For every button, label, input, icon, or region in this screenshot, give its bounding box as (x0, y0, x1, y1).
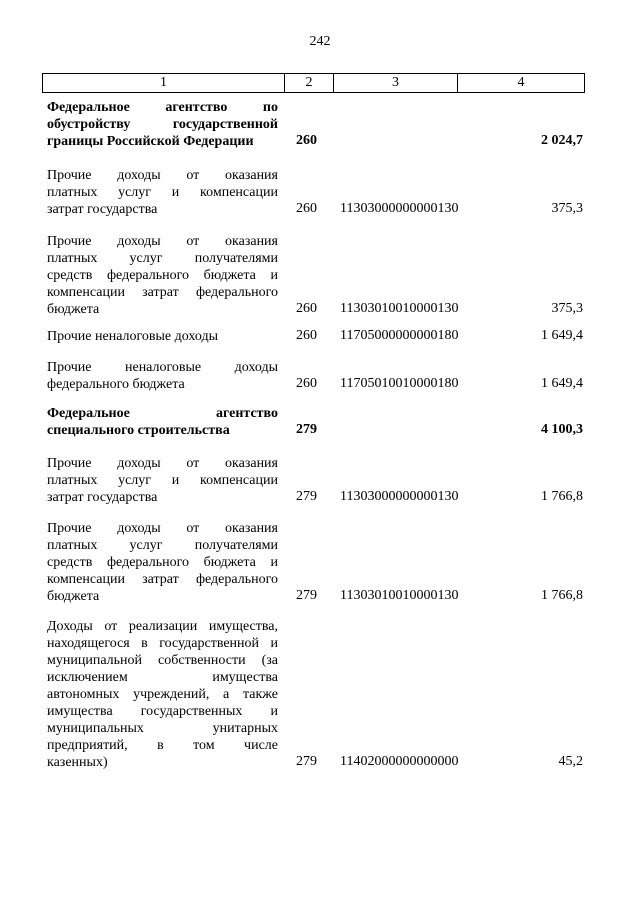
description-line: Прочие неналоговые доходы (47, 360, 278, 375)
description-line: Прочие доходы от оказания (47, 168, 278, 183)
table-row (42, 328, 585, 345)
description-line: компенсации затрат федерального (47, 285, 278, 300)
row-amount: 45,2 (558, 754, 583, 769)
description-line: Прочие доходы от оказания (47, 234, 278, 249)
description-line: Прочие доходы от оказания (47, 456, 278, 471)
description-line: предприятий, в том числе (47, 738, 278, 753)
header-col-2: 2 (284, 74, 333, 92)
description-line: муниципальной собственности (за (47, 653, 278, 668)
row-classification-code: 11402000000000000 (340, 754, 459, 769)
description-line: исключением имущества (47, 670, 278, 685)
description-line: Федеральное агентство по (47, 100, 278, 115)
description-line: границы Российской Федерации (47, 134, 254, 149)
description-line: средств федерального бюджета и (47, 268, 278, 283)
row-code: 279 (296, 754, 317, 769)
row-description (47, 405, 278, 439)
row-description (47, 167, 278, 218)
table-row (42, 359, 585, 393)
header-col-4: 4 (457, 74, 584, 92)
description-line: автономных учреждений, а также (47, 687, 278, 702)
row-amount: 1 649,4 (541, 328, 583, 343)
row-amount: 1 766,8 (541, 489, 583, 504)
description-line: обустройству государственной (47, 117, 278, 132)
description-line: компенсации затрат федерального (47, 572, 278, 587)
row-code: 260 (296, 201, 317, 216)
row-classification-code: 11705000000000180 (340, 328, 459, 343)
row-amount: 4 100,3 (541, 422, 583, 437)
row-code: 279 (296, 588, 317, 603)
description-line: затрат государства (47, 490, 158, 505)
description-line: платных услуг получателями (47, 538, 278, 553)
table-row (42, 167, 585, 218)
table-row (42, 99, 585, 150)
row-code: 260 (296, 133, 317, 148)
row-code: 260 (296, 328, 317, 343)
row-amount: 1 766,8 (541, 588, 583, 603)
row-description (47, 233, 278, 318)
description-line: платных услуг и компенсации (47, 473, 278, 488)
row-description (47, 359, 278, 393)
description-line: находящегося в государственной и (47, 636, 278, 651)
table-row (42, 233, 585, 318)
header-col-3: 3 (333, 74, 457, 92)
row-classification-code: 11303000000000130 (340, 489, 459, 504)
row-code: 260 (296, 376, 317, 391)
description-line: имущества государственных и (47, 704, 278, 719)
description-line: бюджета (47, 589, 100, 604)
row-description (47, 455, 278, 506)
page-number: 242 (309, 34, 331, 49)
table-row (42, 405, 585, 439)
row-code: 260 (296, 301, 317, 316)
row-amount: 375,3 (551, 201, 583, 216)
row-code: 279 (296, 422, 317, 437)
row-classification-code: 11705010010000180 (340, 376, 459, 391)
description-line: бюджета (47, 302, 100, 317)
description-line: средств федерального бюджета и (47, 555, 278, 570)
row-amount: 2 024,7 (541, 133, 583, 148)
description-line: платных услуг получателями (47, 251, 278, 266)
row-description (47, 99, 278, 150)
table-row (42, 618, 585, 771)
description-line: затрат государства (47, 202, 158, 217)
row-amount: 375,3 (551, 301, 583, 316)
description-line: специального строительства (47, 423, 230, 438)
description-line: Прочие доходы от оказания (47, 521, 278, 536)
row-classification-code: 11303000000000130 (340, 201, 459, 216)
row-description (47, 520, 278, 605)
table-row (42, 520, 585, 605)
description-line: казенных) (47, 755, 108, 770)
header-col-1: 1 (160, 75, 167, 90)
table-header (42, 73, 585, 93)
description-line: Федеральное агентство (47, 406, 278, 421)
row-classification-code: 11303010010000130 (340, 301, 459, 316)
description-line: Доходы от реализации имущества, (47, 619, 278, 634)
row-code: 279 (296, 489, 317, 504)
description-line: муниципальных унитарных (47, 721, 278, 736)
table-row (42, 455, 585, 506)
row-classification-code: 11303010010000130 (340, 588, 459, 603)
row-description (47, 618, 278, 771)
description-line: федерального бюджета (47, 377, 185, 392)
description-line: платных услуг и компенсации (47, 185, 278, 200)
description-line: Прочие неналоговые доходы (47, 329, 219, 344)
row-description (47, 328, 278, 345)
row-amount: 1 649,4 (541, 376, 583, 391)
